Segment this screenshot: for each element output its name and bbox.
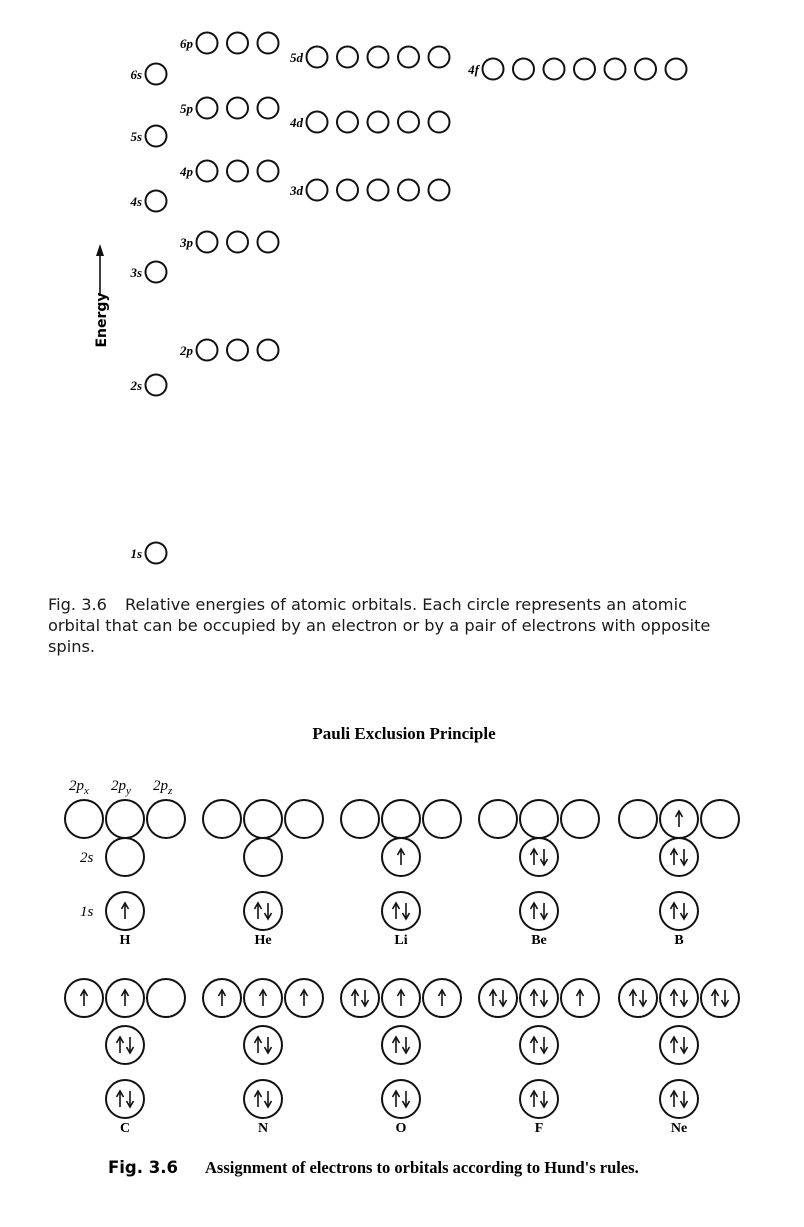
2p-orbital [520, 800, 558, 838]
orbital-energy-diagram [0, 0, 804, 600]
element-symbol: Li [394, 933, 408, 948]
element-config-Ne [619, 979, 739, 1136]
element-config-O [341, 979, 461, 1136]
orbital-circle [429, 47, 450, 68]
orbital-circle [258, 33, 279, 54]
2s-orbital [660, 838, 698, 876]
orbital-level-2s [129, 375, 166, 396]
orbital-circle [197, 33, 218, 54]
orbital-label: 5d [290, 50, 303, 65]
orbital-circle [605, 59, 626, 80]
orbital-label: 2s [130, 378, 142, 393]
2s-orbital [244, 838, 282, 876]
orbital-circle [307, 180, 328, 201]
orbital-circle [429, 180, 450, 201]
2p-orbital [423, 800, 461, 838]
orbital-label: 6p [180, 36, 193, 51]
orbital-circle [197, 232, 218, 253]
orbital-level-1s [130, 543, 166, 564]
2p-orbital [619, 800, 657, 838]
2s-orbital [520, 1026, 558, 1064]
orbital-circle [146, 262, 167, 283]
element-config-Li [341, 800, 461, 948]
orbital-circle [666, 59, 687, 80]
orbital-circle [307, 112, 328, 133]
orbital-level-4f [467, 59, 686, 80]
2p-orbital [203, 800, 241, 838]
figure-2-caption-text: Assignment of electrons to orbitals according to Hund's rules. [205, 1158, 639, 1177]
element-config-F [479, 979, 599, 1136]
orbital-circle [227, 98, 248, 119]
2s-orbital [382, 838, 420, 876]
2p-orbital [382, 800, 420, 838]
element-symbol: H [119, 933, 131, 948]
energy-axis-label: Energy [94, 292, 110, 348]
p-orbital-label: $2p_y$ [111, 778, 131, 797]
figure-1-caption-label: Fig. 3.6 [48, 595, 107, 614]
orbital-label: 1s [130, 546, 142, 561]
2p-orbital [660, 979, 698, 1017]
orbital-circle [258, 232, 279, 253]
2p-orbital [244, 979, 282, 1017]
orbital-level-4d [289, 112, 450, 133]
1s-row-label: 1s [80, 904, 94, 920]
2p-orbital [701, 979, 739, 1017]
2p-orbital [701, 800, 739, 838]
orbital-circle [227, 33, 248, 54]
orbital-label: 4d [290, 115, 303, 130]
element-config-B [619, 800, 739, 948]
element-config-C [65, 979, 185, 1136]
p-orbital-label: $2p_z$ [153, 778, 173, 797]
2s-orbital [244, 1026, 282, 1064]
orbital-level-2p [179, 340, 279, 361]
orbital-label: 6s [130, 67, 142, 82]
2p-orbital [203, 979, 241, 1017]
orbital-circle [146, 64, 167, 85]
hund-rules-diagram [0, 700, 804, 1200]
orbital-circle [146, 543, 167, 564]
orbital-circle [337, 112, 358, 133]
element-symbol: O [395, 1121, 407, 1136]
1s-orbital [106, 1080, 144, 1118]
orbital-circle [197, 98, 218, 119]
orbital-circle [337, 180, 358, 201]
1s-orbital [660, 892, 698, 930]
element-symbol: Ne [670, 1121, 688, 1136]
element-symbol: He [254, 933, 272, 948]
orbital-circle [429, 112, 450, 133]
element-config-N [203, 979, 323, 1136]
orbital-circle [146, 191, 167, 212]
orbital-circle [258, 340, 279, 361]
figure-1-caption-line1: Relative energies of atomic orbitals. Each circle represents an atomic [124, 595, 687, 614]
orbital-circle [227, 161, 248, 182]
2p-orbital [520, 979, 558, 1017]
2p-orbital [285, 979, 323, 1017]
2p-orbital [65, 800, 103, 838]
orbital-level-3p [179, 232, 279, 253]
element-symbol: F [534, 1121, 544, 1136]
orbital-circle [544, 59, 565, 80]
orbital-label: 4s [130, 194, 142, 209]
2p-orbital [561, 979, 599, 1017]
2p-orbital [341, 979, 379, 1017]
orbital-circle [368, 112, 389, 133]
orbital-circle [146, 126, 167, 147]
orbital-level-5p [180, 98, 279, 119]
2s-orbital [106, 838, 144, 876]
element-symbol: B [674, 933, 684, 948]
orbital-level-3d [289, 180, 450, 201]
orbital-level-4s [129, 191, 166, 212]
element-symbol: N [257, 1121, 269, 1136]
2s-orbital [520, 838, 558, 876]
1s-orbital [382, 1080, 420, 1118]
orbital-circle [513, 59, 534, 80]
2p-orbital [479, 800, 517, 838]
orbital-circle [635, 59, 656, 80]
2s-orbital [382, 1026, 420, 1064]
1s-orbital [382, 892, 420, 930]
orbital-label: 5s [130, 129, 142, 144]
2p-orbital [423, 979, 461, 1017]
orbital-circle [574, 59, 595, 80]
figure-2-caption-label: Fig. 3.6 [108, 1158, 178, 1177]
orbital-label: 2p [180, 343, 193, 358]
element-config-He [203, 800, 323, 948]
orbital-label: 3s [130, 265, 142, 280]
2p-orbital [382, 979, 420, 1017]
2s-orbital [106, 1026, 144, 1064]
figure-1-caption [48, 594, 748, 657]
1s-orbital [244, 892, 282, 930]
orbital-circle [197, 340, 218, 361]
orbital-circle [398, 112, 419, 133]
orbital-circle [337, 47, 358, 68]
1s-orbital [106, 892, 144, 930]
2p-orbital [106, 979, 144, 1017]
orbital-label: 3p [180, 235, 193, 250]
p-orbital-label: $2p_x$ [69, 778, 89, 797]
orbital-level-5d [290, 47, 450, 68]
orbital-level-5s [130, 126, 166, 147]
orbital-level-6p [180, 33, 279, 54]
1s-orbital [520, 892, 558, 930]
orbital-circle [258, 161, 279, 182]
orbital-circle [307, 47, 328, 68]
2p-orbital [341, 800, 379, 838]
orbital-circle [398, 47, 419, 68]
orbital-circle [227, 340, 248, 361]
orbital-circle [227, 232, 248, 253]
orbital-circle [197, 161, 218, 182]
element-symbol: Be [531, 933, 547, 948]
orbital-circle [368, 47, 389, 68]
orbital-circle [146, 375, 167, 396]
2p-orbital [147, 979, 185, 1017]
orbital-circle [368, 180, 389, 201]
orbital-circle [258, 98, 279, 119]
orbital-label: 5p [180, 101, 193, 116]
element-config-Be [479, 800, 599, 948]
2p-orbital [561, 800, 599, 838]
pauli-title: Pauli Exclusion Principle [312, 724, 496, 743]
orbital-label: 3d [290, 183, 303, 198]
element-symbol: C [119, 1121, 131, 1136]
element-config-H [65, 800, 185, 948]
2p-orbital [65, 979, 103, 1017]
orbital-level-4p [179, 161, 279, 182]
orbital-circle [398, 180, 419, 201]
2p-orbital [285, 800, 323, 838]
orbital-level-6s [130, 64, 166, 85]
orbital-label: 4f [468, 62, 479, 77]
figure-1-caption-line2: orbital that can be occupied by an electron or by a pair of electrons with opposite spins. [48, 616, 711, 656]
1s-orbital [244, 1080, 282, 1118]
orbital-label: 4p [180, 164, 193, 179]
energy-arrow-head [96, 244, 104, 256]
1s-orbital [520, 1080, 558, 1118]
orbital-circle [483, 59, 504, 80]
2p-orbital [619, 979, 657, 1017]
2p-orbital [479, 979, 517, 1017]
2p-orbital [244, 800, 282, 838]
2s-orbital [660, 1026, 698, 1064]
1s-orbital [660, 1080, 698, 1118]
2p-orbital [147, 800, 185, 838]
orbital-level-3s [129, 262, 166, 283]
2p-orbital [106, 800, 144, 838]
2s-row-label: 2s [80, 850, 94, 866]
2p-orbital [660, 800, 698, 838]
